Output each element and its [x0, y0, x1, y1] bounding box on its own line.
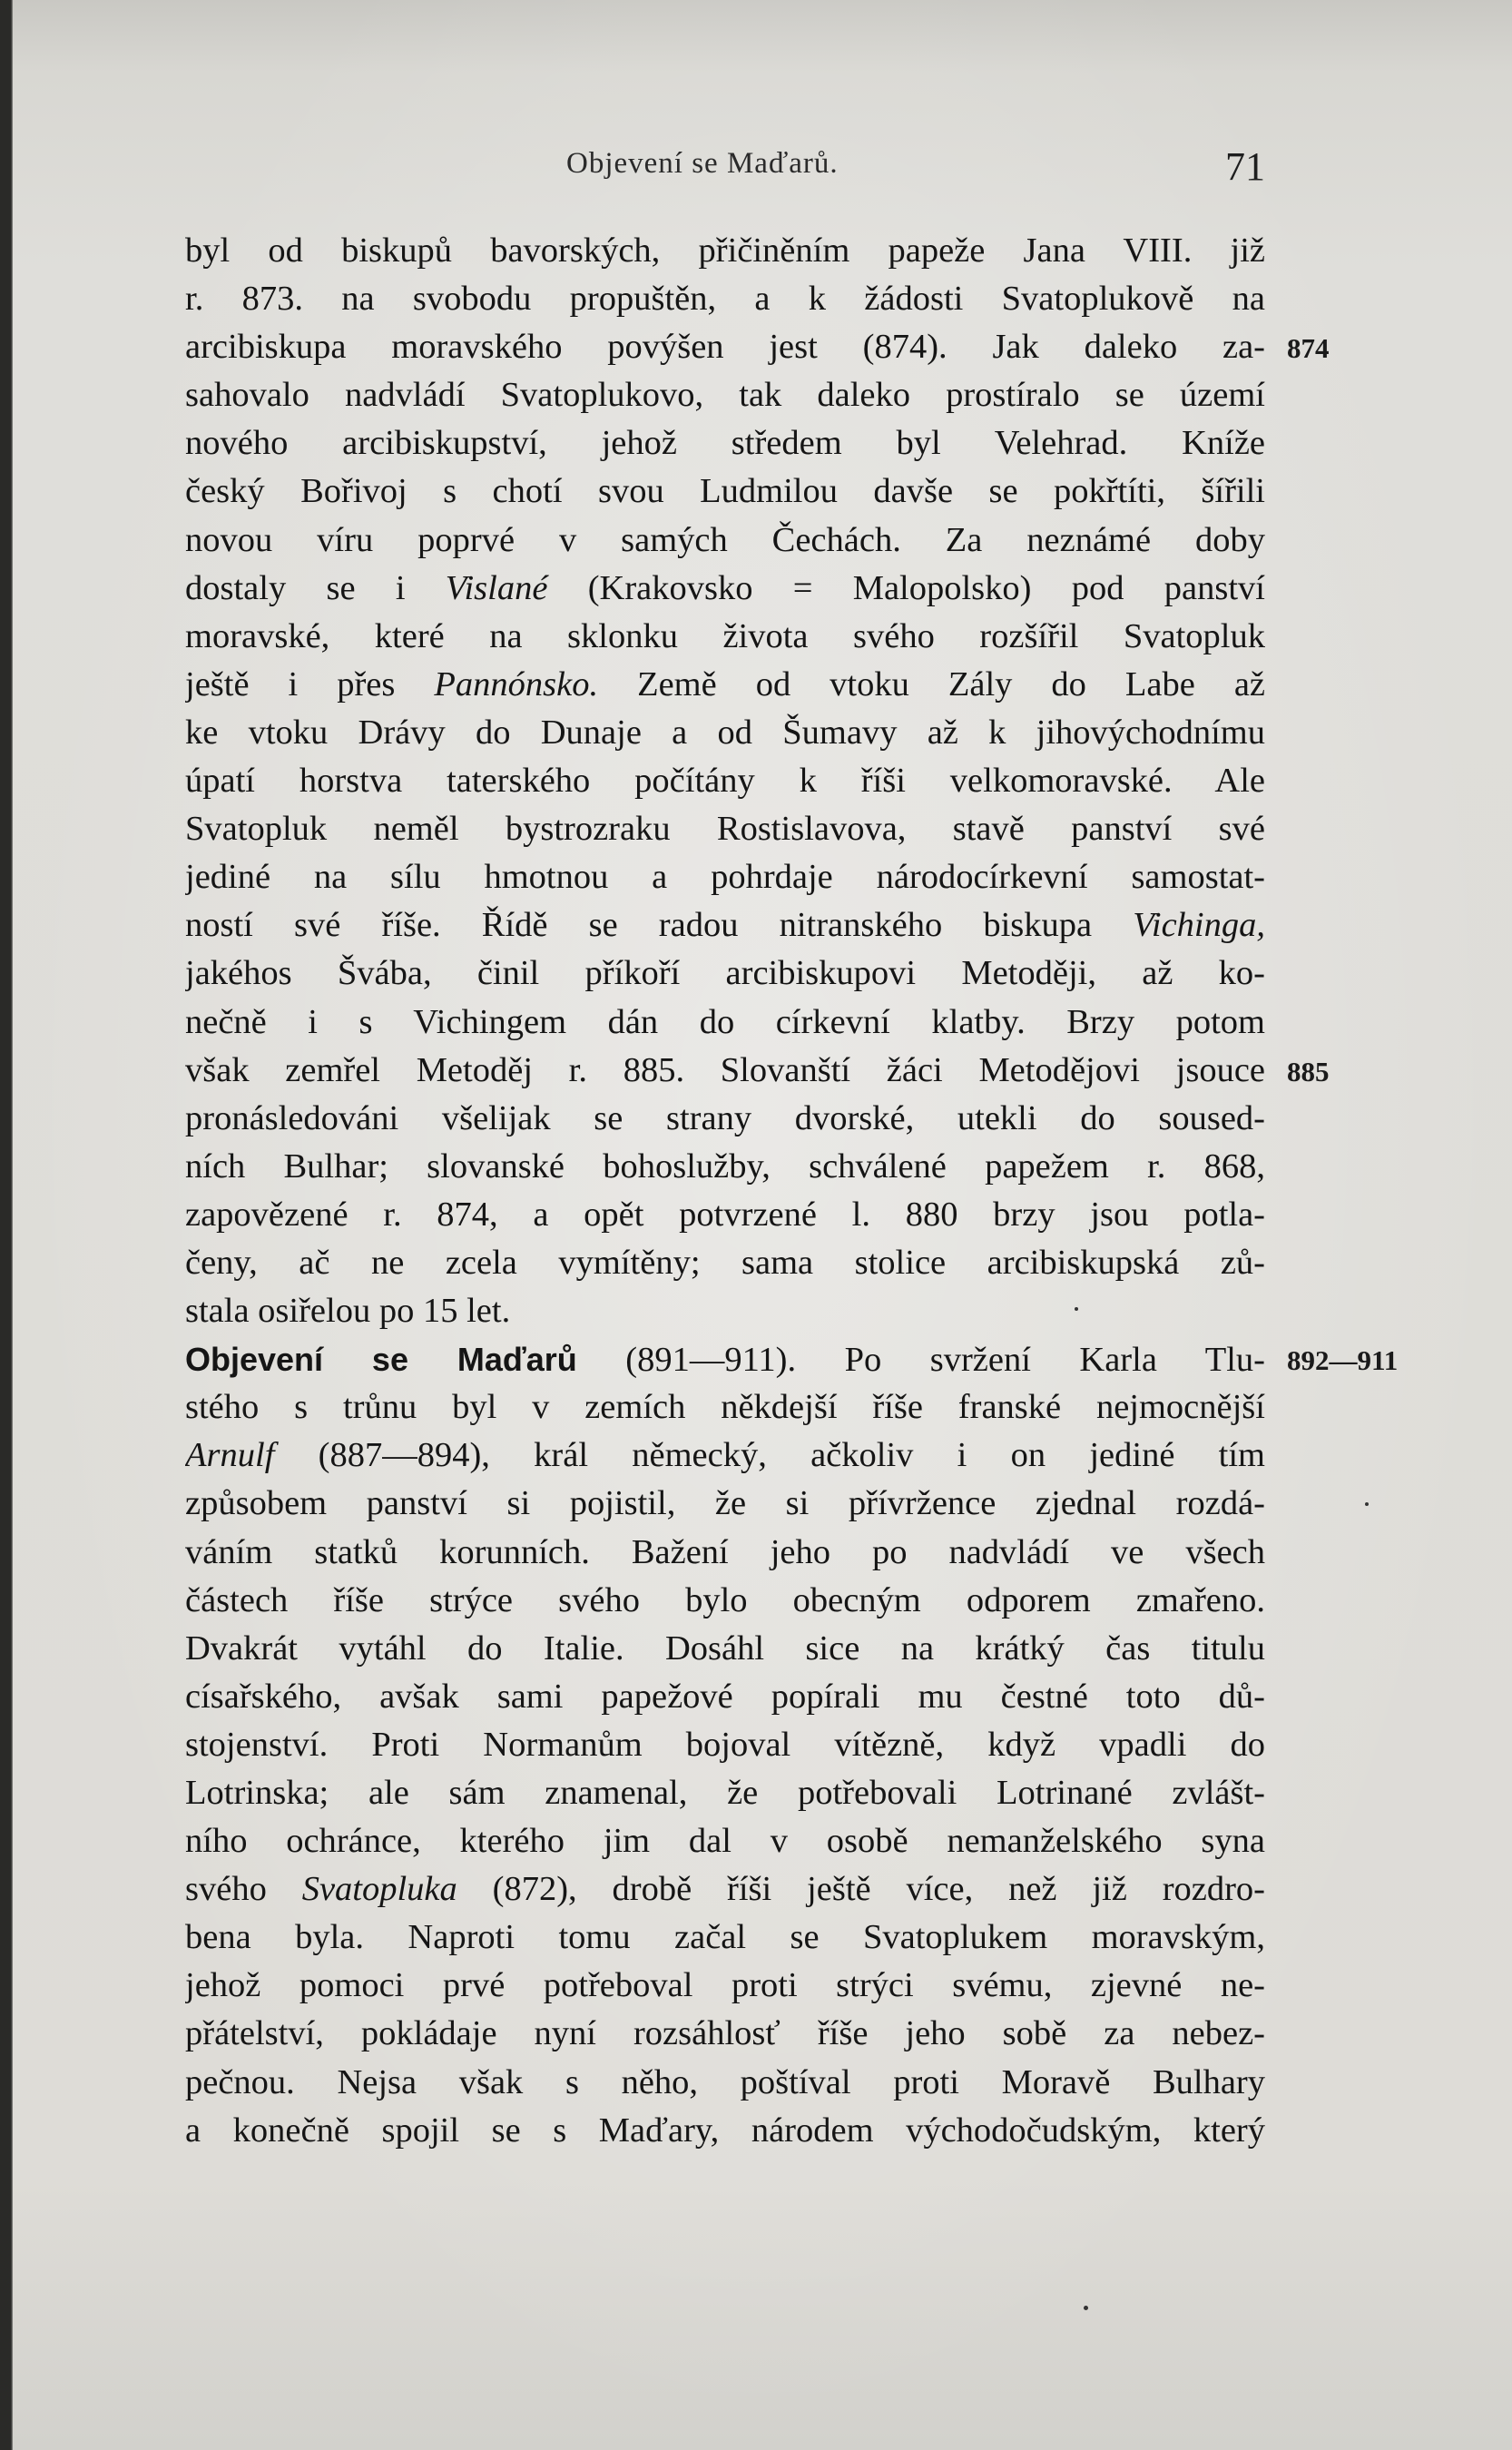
text-line — [185, 371, 1265, 419]
margin-year: 885 — [1287, 1055, 1330, 1087]
text-run: novou víru poprvé v samých Čechách. Za neznámé doby — [185, 520, 1265, 559]
text-line — [185, 565, 1265, 613]
text-line — [185, 1143, 1265, 1191]
text-line — [185, 517, 1265, 565]
text-line — [185, 709, 1265, 757]
text-line — [185, 1673, 1265, 1721]
scan-speck — [1075, 1307, 1078, 1311]
text-run: nového arcibiskupství, jehož středem byl Velehrad. Kníže — [185, 424, 1265, 463]
text-line — [185, 1914, 1265, 1962]
text-line — [185, 1577, 1265, 1625]
text-run: Vichinga, — [1133, 906, 1265, 945]
book-page — [13, 0, 1512, 2450]
text-run: jehož pomoci prvé potřeboval proti strýci svému, zjevné ne- — [185, 1966, 1265, 2005]
text-run: byl od biskupů bavorských, přičiněním papeže Jana VIII. již — [185, 231, 1265, 270]
text-run: český Bořivoj s chotí svou Ludmilou davše se pokřtíti, šířili — [185, 472, 1265, 511]
text-run: moravské, které na sklonku života svého rozšířil Svatopluk — [185, 616, 1265, 655]
scan-speck — [1084, 2306, 1088, 2310]
text-run: úpatí horstva taterského počítány k říši velkomoravské. Ale — [185, 762, 1265, 801]
text-run: Svatopluka — [301, 1870, 457, 1909]
text-line — [185, 613, 1265, 661]
text-run: však zemřel Metoděj r. 885. Slovanští žáci Metodějovi jsouce — [185, 1050, 1265, 1089]
text-run: jakéhos Švába, činil příkoří arcibiskupovi Metoději, až ko- — [185, 954, 1265, 993]
text-run: (Krakovsko = Malopolsko) pod panství — [547, 568, 1265, 607]
text-run: stala osiřelou po 15 let. — [185, 1292, 511, 1331]
text-run: arcibiskupa moravského povýšen jest (874). Jak daleko za- — [185, 328, 1265, 367]
text-line — [185, 1721, 1265, 1769]
text-line — [185, 1432, 1265, 1480]
text-run: císařského, avšak sami papežové popírali mu čestné toto dů- — [185, 1677, 1265, 1716]
text-run: Pannónsko. — [434, 664, 599, 704]
text-line — [185, 1625, 1265, 1673]
margin-year: 874 — [1287, 332, 1330, 365]
text-run: zapovězené r. 874, a opět potvrzené l. 880 brzy jsou potla- — [185, 1195, 1265, 1234]
text-line — [185, 2107, 1265, 2155]
text-line — [185, 1191, 1265, 1239]
text-run: způsobem panství si pojistil, že si přívržence zjednal rozdá- — [185, 1484, 1265, 1523]
margin-year: 892—911 — [1287, 1344, 1399, 1377]
text-line — [185, 853, 1265, 901]
running-title: Objevení se Maďarů. — [566, 147, 839, 180]
text-line — [185, 1095, 1265, 1143]
text-line — [185, 999, 1265, 1047]
text-run: Svatopluk neměl bystrozraku Rostislavova, stavě panství své — [185, 810, 1265, 849]
text-line — [185, 1769, 1265, 1817]
text-line — [185, 1480, 1265, 1528]
text-run: dostaly se i — [185, 568, 446, 607]
text-line — [185, 805, 1265, 853]
body-text — [185, 227, 1265, 2155]
text-run: r. 873. na svobodu propuštěn, a k žádosti Svatoplukově na — [185, 280, 1265, 319]
text-line — [185, 2010, 1265, 2058]
text-line — [185, 275, 1265, 323]
text-run: Dvakrát vytáhl do Italie. Dosáhl sice na krátký čas titulu — [185, 1628, 1265, 1668]
text-run: stojenství. Proti Normanům bojoval vítězně, když vpadli do — [185, 1725, 1265, 1764]
scan-speck — [1365, 1502, 1369, 1506]
text-line — [185, 1962, 1265, 2010]
text-run: sahovalo nadvládí Svatoplukovo, tak daleko prostíralo se území — [185, 376, 1265, 415]
text-line — [185, 323, 1265, 371]
text-line — [185, 419, 1265, 467]
text-line — [185, 1047, 1265, 1095]
text-run: pečnou. Nejsa však s něho, poštíval proti Moravě Bulhary — [185, 2062, 1265, 2101]
text-line — [185, 1239, 1265, 1287]
text-line — [185, 901, 1265, 949]
text-line — [185, 1287, 1265, 1335]
text-line — [185, 1383, 1265, 1432]
text-run: částech říše strýce svého bylo obecným odporem zmařeno. — [185, 1580, 1265, 1619]
text-line — [185, 949, 1265, 998]
text-run: (872), drobě říši ještě více, než již rozdro- — [457, 1870, 1265, 1909]
text-line — [185, 661, 1265, 709]
text-run: bena byla. Naproti tomu začal se Svatoplukem moravským, — [185, 1918, 1265, 1957]
text-line — [185, 227, 1265, 275]
text-run: ke vtoku Drávy do Dunaje a od Šumavy až k jihovýchodnímu — [185, 713, 1265, 752]
text-run: nečně i s Vichingem dán do církevní klatby. Brzy potom — [185, 1002, 1265, 1041]
text-run: (891—911). Po svržení Karla Tlu- — [576, 1341, 1265, 1380]
text-run: (887—894), král německý, ačkoliv i on jediné tím — [274, 1436, 1265, 1475]
text-line — [185, 1817, 1265, 1865]
text-run: váním statků korunních. Bažení jeho po nadvládí ve všech — [185, 1532, 1265, 1571]
text-line — [185, 1529, 1265, 1577]
text-run: ností své říše. Řídě se radou nitranského biskupa — [185, 906, 1134, 945]
text-run: pronásledováni všelijak se strany dvorské, utekli do soused- — [185, 1098, 1265, 1137]
text-line — [185, 1335, 1265, 1383]
text-run: svého — [185, 1870, 302, 1909]
text-run: ještě i přes — [185, 664, 435, 704]
text-run: a konečně spojil se s Maďary, národem východočudským, který — [185, 2111, 1265, 2150]
page-header — [185, 136, 1265, 191]
text-line — [185, 757, 1265, 805]
text-line — [185, 1865, 1265, 1914]
text-run: Země od vtoku Zály do Labe až — [598, 664, 1265, 704]
text-line — [185, 2059, 1265, 2107]
text-run: Lotrinska; ale sám znamenal, že potřebovali Lotrinané zvlášt- — [185, 1774, 1265, 1812]
text-run: Vislané — [445, 568, 548, 607]
text-run: Arnulf — [185, 1436, 275, 1475]
text-run: ních Bulhar; slovanské bohoslužby, schválené papežem r. 868, — [185, 1146, 1265, 1186]
text-run: stého s trůnu byl v zemích někdejší říše franské nejmocnější — [185, 1388, 1265, 1427]
text-run: přátelství, pokládaje nyní rozsáhlosť říše jeho sobě za nebez- — [185, 2014, 1265, 2053]
text-run: jediné na sílu hmotnou a pohrdaje národocírkevní samostat- — [185, 858, 1265, 897]
text-run: ního ochránce, kterého jim dal v osobě nemanželského syna — [185, 1822, 1265, 1861]
page-number: 71 — [1225, 144, 1265, 189]
text-run: čeny, ač ne zcela vymítěny; sama stolice arcibiskupská zů- — [185, 1243, 1265, 1282]
section-heading: Objevení se Maďarů — [185, 1341, 577, 1379]
text-line — [185, 467, 1265, 516]
